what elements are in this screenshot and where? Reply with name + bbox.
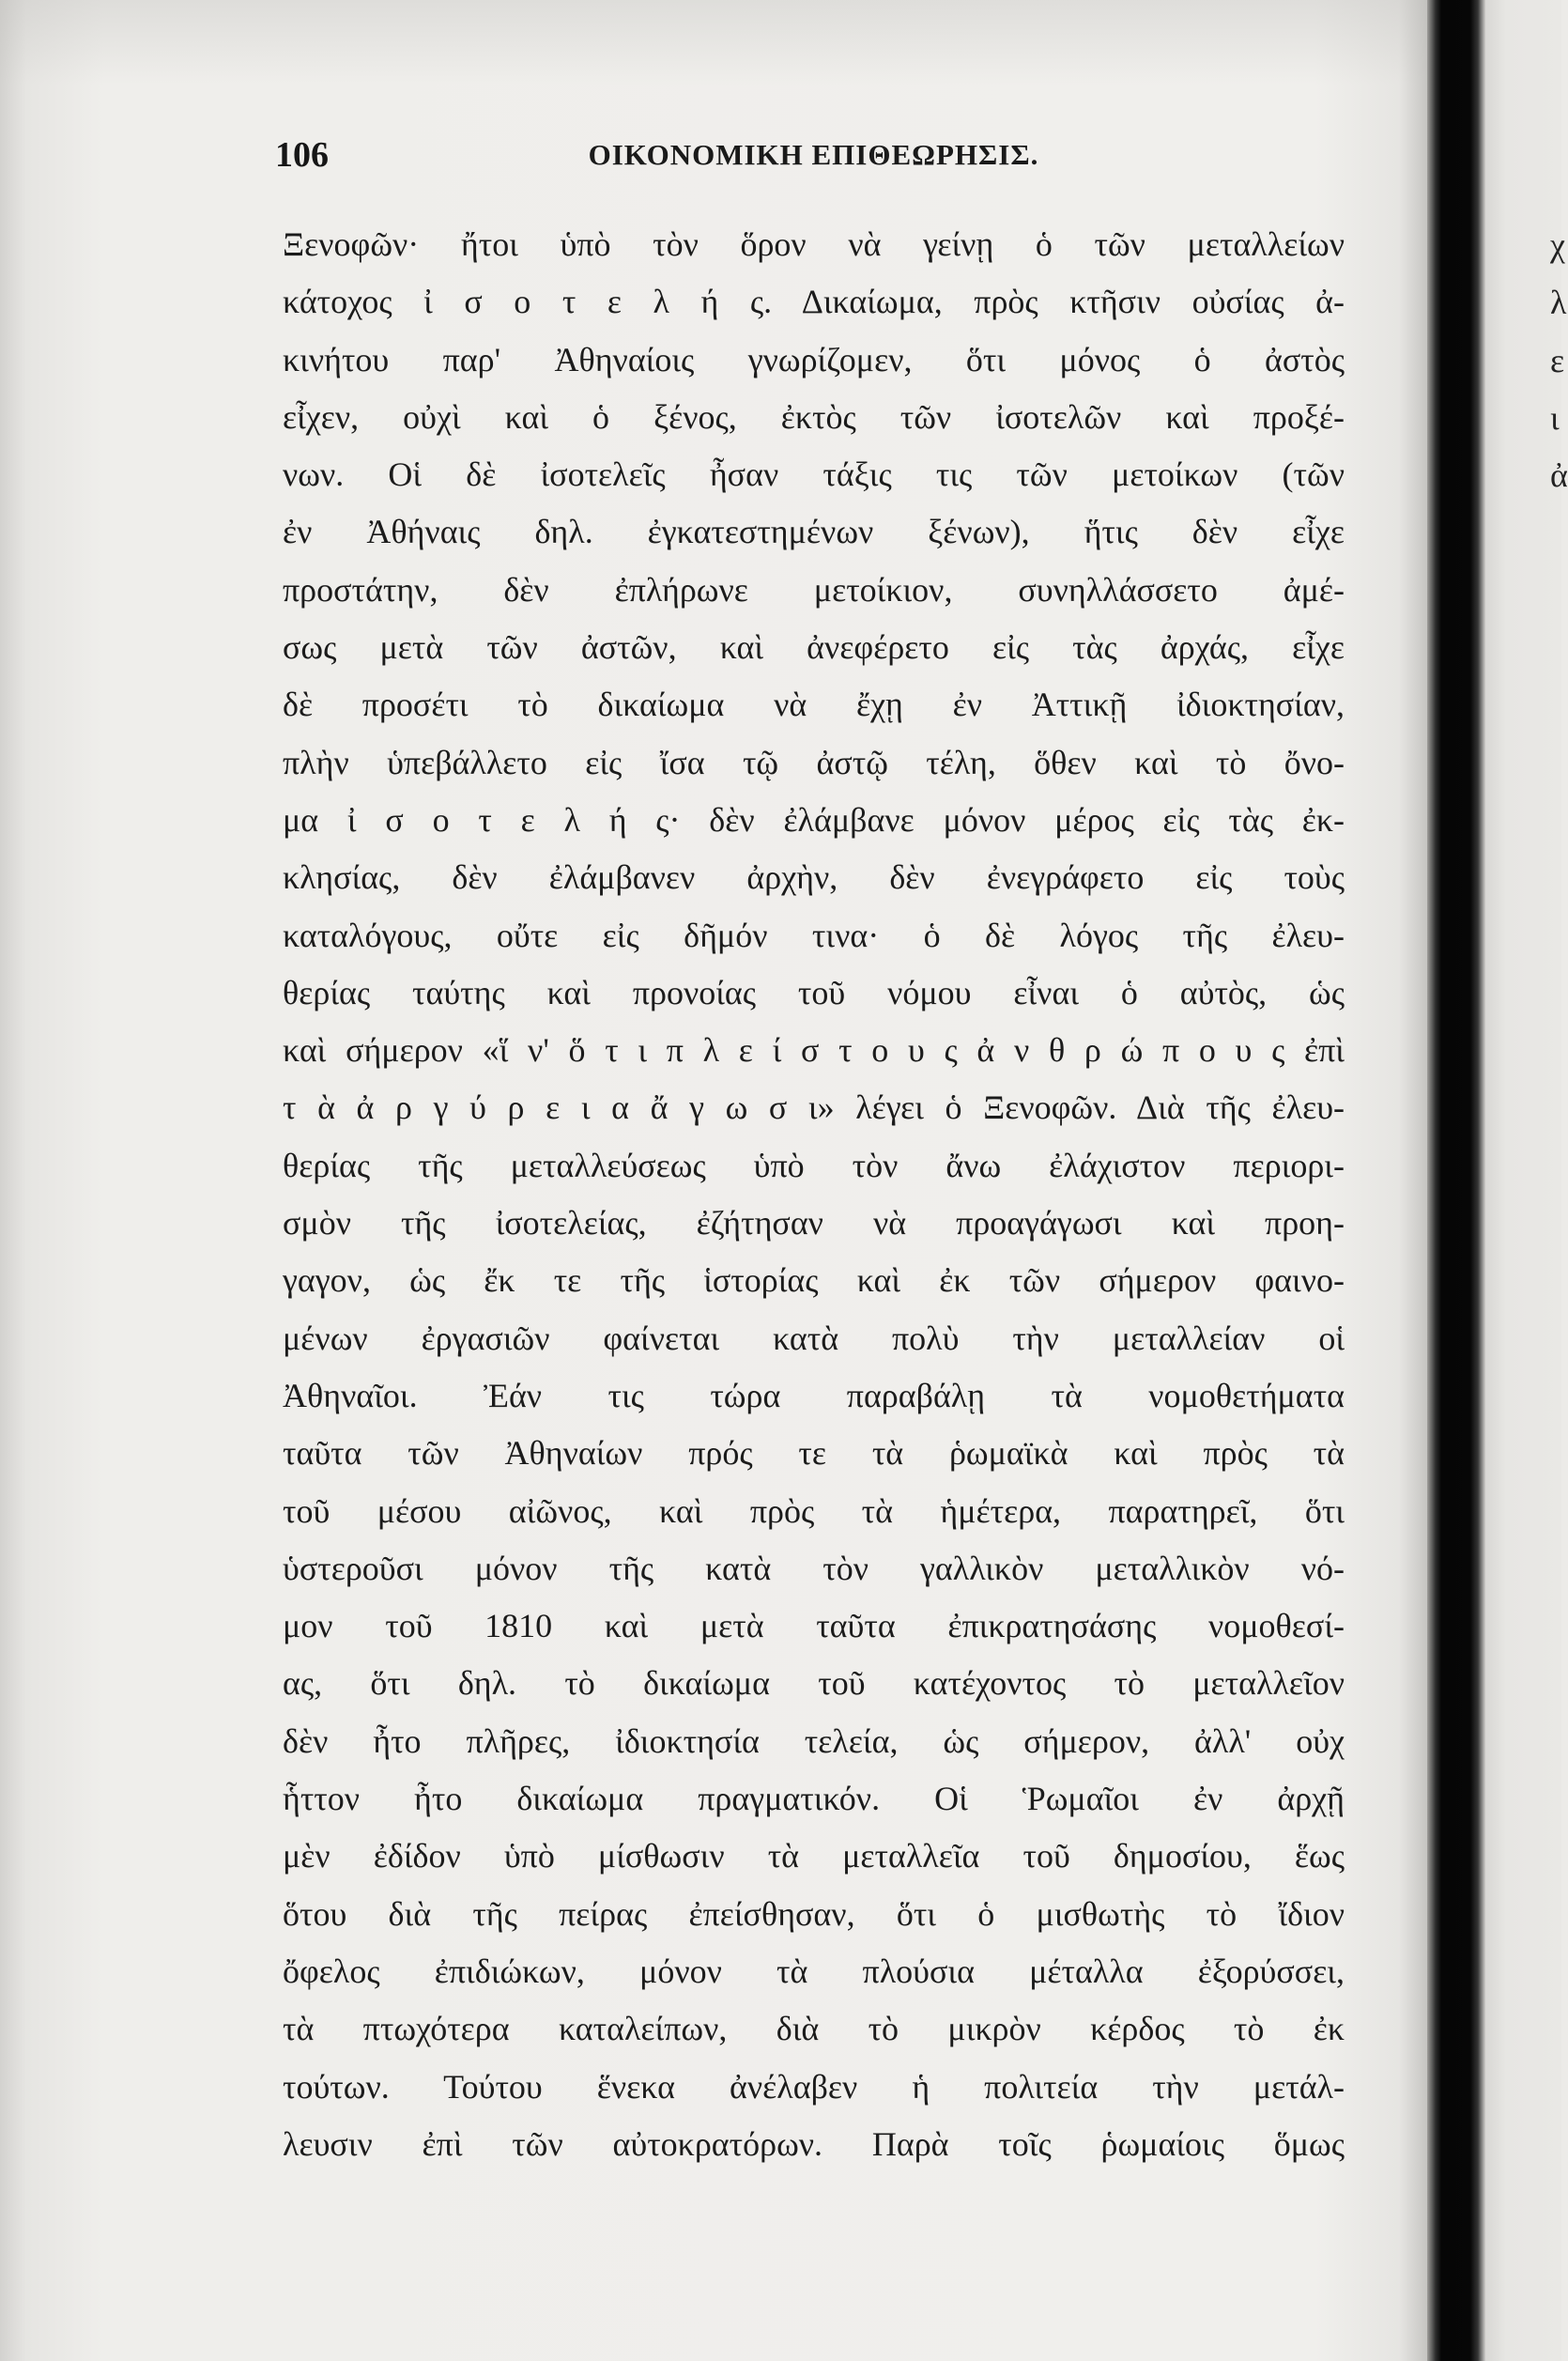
text-line xyxy=(283,2059,1345,2116)
line-text: λευσιν ἐπὶ τῶν αὐτοκρατόρων. Παρὰ τοῖς ῥωμαίοις ὅμως xyxy=(283,2124,1345,2163)
text-line xyxy=(283,1137,1345,1195)
text-line xyxy=(283,964,1345,1022)
facing-page-glyph-fragment: ἀ xyxy=(1550,456,1568,494)
text-line xyxy=(283,1079,1345,1136)
line-text: κινήτου παρ' Ἀθηναίοις γνωρίζομεν, ὅτι μόνος ὁ ἀστὸς xyxy=(283,340,1345,378)
body-text xyxy=(283,216,1345,2173)
text-line xyxy=(283,503,1345,561)
line-text: καὶ σήμερον «ἵ ν' ὅ τ ι π λ ε ί σ τ ο υ ς ἀ ν θ ρ ώ π ο υ ς ἐπὶ xyxy=(283,1031,1345,1070)
line-text: ὑστεροῦσι μόνον τῆς κατὰ τὸν γαλλικὸν μεταλλικὸν νό- xyxy=(283,1549,1345,1587)
text-line xyxy=(283,1195,1345,1252)
facing-page-glyph-fragment: ι xyxy=(1550,399,1560,437)
text-line xyxy=(283,216,1345,273)
text-line xyxy=(283,1770,1345,1828)
facing-page-glyph-fragment: λ xyxy=(1550,284,1567,321)
text-line xyxy=(283,1022,1345,1079)
text-line xyxy=(283,2000,1345,2058)
line-text: θερίας τῆς μεταλλεύσεως ὑπὸ τὸν ἄνω ἐλάχιστον περιορι- xyxy=(283,1146,1345,1184)
line-text: νων. Οἱ δὲ ἰσοτελεῖς ἦσαν τάξις τις τῶν μετοίκων (τῶν xyxy=(283,455,1345,494)
text-line xyxy=(283,1597,1345,1655)
line-text: κλησίας, δὲν ἐλάμβανεν ἀρχὴν, δὲν ἐνεγράφετο εἰς τοὺς xyxy=(283,858,1345,897)
facing-page-edge xyxy=(1485,0,1568,2361)
line-text: τὰ πτωχότερα καταλείπων, διὰ τὸ μικρὸν κέρδος τὸ ἐκ xyxy=(283,2010,1345,2048)
text-line xyxy=(283,1943,1345,2000)
line-text: πλὴν ὑπεβάλλετο εἰς ἴσα τῷ ἀστῷ τέλη, ὅθεν καὶ τὸ ὄνο- xyxy=(283,743,1345,781)
line-text: ταῦτα τῶν Ἀθηναίων πρός τε τὰ ῥωμαϊκὰ καὶ πρὸς τὰ xyxy=(283,1434,1345,1473)
text-line xyxy=(283,1713,1345,1770)
line-text: τ ὰ ἀ ρ γ ύ ρ ε ι α ἄ γ ω σ ι» λέγει ὁ Ξενοφῶν. Διὰ τῆς ἐλευ- xyxy=(283,1088,1345,1127)
text-line xyxy=(283,389,1345,446)
facing-page-glyph-fragment: χ xyxy=(1550,226,1565,264)
page-number: 106 xyxy=(275,135,329,175)
text-line xyxy=(283,792,1345,849)
book-binding-gutter xyxy=(1427,0,1485,2361)
line-text: Ἀθηναῖοι. Ἐάν τις τώρα παραβάλῃ τὰ νομοθετήματα xyxy=(283,1376,1345,1414)
line-text: τοῦ μέσου αἰῶνος, καὶ πρὸς τὰ ἡμέτερα, παρατηρεῖ, ὅτι xyxy=(283,1491,1345,1530)
facing-page-glyph-fragment: ε xyxy=(1550,342,1565,379)
text-line xyxy=(283,1425,1345,1482)
text-line xyxy=(283,1252,1345,1309)
text-line xyxy=(283,1483,1345,1540)
text-line xyxy=(283,734,1345,792)
line-text: κάτοχος ἰ σ ο τ ε λ ή ς. Δικαίωμα, πρὸς κτῆσιν οὐσίας ἀ- xyxy=(283,283,1345,321)
line-text: μένων ἐργασιῶν φαίνεται κατὰ πολὺ τὴν μεταλλείαν οἱ xyxy=(283,1319,1345,1357)
line-text: δὲ προσέτι τὸ δικαίωμα νὰ ἔχῃ ἐν Ἀττικῇ ἰδιοκτησίαν, xyxy=(283,686,1345,724)
text-line xyxy=(283,332,1345,389)
line-text: σμὸν τῆς ἰσοτελείας, ἐζήτησαν νὰ προαγάγωσι καὶ προη- xyxy=(283,1204,1345,1242)
line-text: εἶχεν, οὐχὶ καὶ ὁ ξένος, ἐκτὸς τῶν ἰσοτελῶν καὶ προξέ- xyxy=(283,397,1345,436)
line-text: μὲν ἐδίδον ὑπὸ μίσθωσιν τὰ μεταλλεῖα τοῦ δημοσίου, ἕως xyxy=(283,1837,1345,1875)
text-line xyxy=(283,1367,1345,1425)
line-text: Ξενοφῶν· ἤτοι ὑπὸ τὸν ὅρον νὰ γείνῃ ὁ τῶν μεταλλείων xyxy=(283,225,1345,263)
text-line xyxy=(283,907,1345,964)
line-text: τούτων. Τούτου ἕνεκα ἀνέλαβεν ἡ πολιτεία τὴν μετάλ- xyxy=(283,2067,1345,2106)
line-text: καταλόγους, οὔτε εἰς δῆμόν τινα· ὁ δὲ λόγος τῆς ἐλευ- xyxy=(283,916,1345,954)
running-head: ΟΙΚΟΝΟΜΙΚΗ ΕΠΙΘΕΩΡΗΣΙΣ. xyxy=(588,138,1039,171)
text-line xyxy=(283,273,1345,331)
text-line xyxy=(283,446,1345,503)
text-line xyxy=(283,1540,1345,1597)
text-line xyxy=(283,619,1345,676)
line-text: μα ἰ σ ο τ ε λ ή ς· δὲν ἐλάμβανε μόνον μέρος εἰς τὰς ἐκ- xyxy=(283,800,1345,839)
text-line xyxy=(283,1310,1345,1367)
line-text: γαγον, ὡς ἔκ τε τῆς ἱστορίας καὶ ἐκ τῶν σήμερον φαινο- xyxy=(283,1261,1345,1300)
text-line xyxy=(283,676,1345,733)
text-line xyxy=(283,849,1345,906)
text-line xyxy=(283,1886,1345,1943)
line-text: ὄφελος ἐπιδιώκων, μόνον τὰ πλούσια μέταλλα ἐξορύσσει, xyxy=(283,1952,1345,1990)
line-text: σως μετὰ τῶν ἀστῶν, καὶ ἀνεφέρετο εἰς τὰς ἀρχάς, εἶχε xyxy=(283,628,1345,667)
text-line xyxy=(283,2116,1345,2173)
line-text: ἐν Ἀθήναις δηλ. ἐγκατεστημένων ξένων), ἥτις δὲν εἶχε xyxy=(283,513,1345,551)
line-text: δὲν ἦτο πλῆρες, ἰδιοκτησία τελεία, ὡς σήμερον, ἀλλ' οὐχ xyxy=(283,1721,1345,1760)
line-text: θερίας ταύτης καὶ προνοίας τοῦ νόμου εἶναι ὁ αὐτὸς, ὡς xyxy=(283,973,1345,1011)
line-text: μον τοῦ 1810 καὶ μετὰ ταῦτα ἐπικρατησάσης νομοθεσί- xyxy=(283,1607,1345,1645)
line-text: ας, ὅτι δηλ. τὸ δικαίωμα τοῦ κατέχοντος τὸ μεταλλεῖον xyxy=(283,1664,1345,1703)
line-text: ὅτου διὰ τῆς πείρας ἐπείσθησαν, ὅτι ὁ μισθωτὴς τὸ ἴδιον xyxy=(283,1894,1345,1933)
text-line xyxy=(283,562,1345,619)
text-line xyxy=(283,1828,1345,1885)
line-text: προστάτην, δὲν ἐπλήρωνε μετοίκιον, συνηλλάσσετο ἀμέ- xyxy=(283,570,1345,609)
line-text: ἧττον ἦτο δικαίωμα πραγματικόν. Οἱ Ῥωμαῖοι ἐν ἀρχῇ xyxy=(283,1780,1345,1818)
text-line xyxy=(283,1655,1345,1712)
